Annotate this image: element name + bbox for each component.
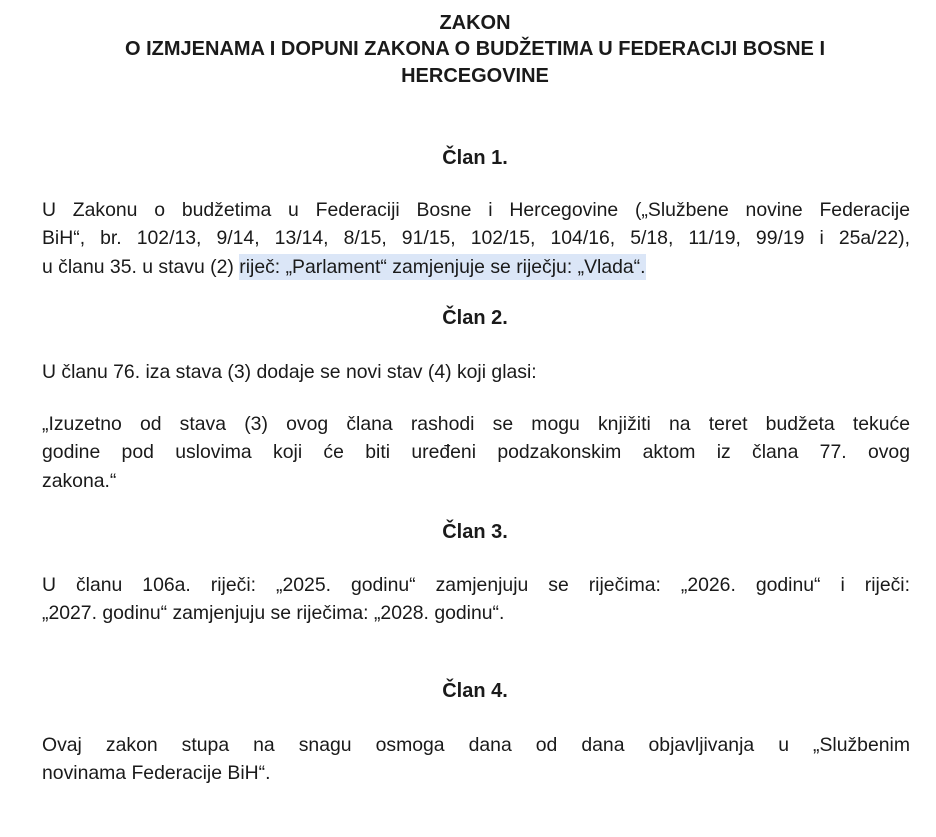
law-subtitle-line2: HERCEGOVINE (401, 65, 549, 87)
text-line: novinama Federacije BiH“. (42, 762, 271, 785)
text-line: godine pod uslovima koji će biti uređeni podzakonskim aktom iz člana 77. ovog (42, 441, 910, 464)
article-4-heading: Član 4. (442, 680, 508, 702)
text-line: U članu 106a. riječi: „2025. godinu“ zamjenjuju se riječima: „2026. godinu“ i riječi: (42, 574, 910, 596)
article-2-heading: Član 2. (442, 307, 508, 329)
article-1-paragraph (42, 196, 910, 281)
text-line: „2027. godinu“ zamjenjuju se riječima: „2028. godinu“. (42, 602, 505, 625)
article-2-intro (42, 358, 910, 386)
article-3-heading: Član 3. (442, 521, 508, 543)
law-subtitle-line1: O IZMJENAMA I DOPUNI ZAKONA O BUDŽETIMA U FEDERACIJI BOSNE I (124, 38, 826, 60)
text-run: u članu 35. u stavu (2) (42, 255, 240, 278)
text-line: BiH“, br. 102/13, 9/14, 13/14, 8/15, 91/15, 102/15, 104/16, 5/18, 11/19, 99/19 i 25a/22), (42, 227, 910, 250)
text-line: U Zakonu o budžetima u Federaciji Bosne i Hercegovine („Službene novine Federacije (42, 199, 910, 221)
law-title: ZAKON (439, 12, 511, 34)
text-line: „Izuzetno od stava (3) ovog člana rashodi se mogu knjižiti na teret budžeta tekuće (42, 413, 910, 435)
text-line: zakona.“ (42, 469, 117, 492)
text-line: U članu 76. iza stava (3) dodaje se novi stav (4) koji glasi: (42, 361, 537, 383)
article-1-heading: Član 1. (442, 147, 508, 169)
selected-text[interactable]: riječ: „Parlament“ zamjenjuje se riječju: „Vlada“. (239, 255, 646, 278)
article-2-quoted-paragraph (42, 410, 910, 495)
text-line (42, 253, 910, 281)
article-3-paragraph (42, 571, 910, 628)
text-line: Ovaj zakon stupa na snagu osmoga dana od dana objavljivanja u „Službenim (42, 734, 910, 756)
article-4-paragraph (42, 731, 910, 788)
